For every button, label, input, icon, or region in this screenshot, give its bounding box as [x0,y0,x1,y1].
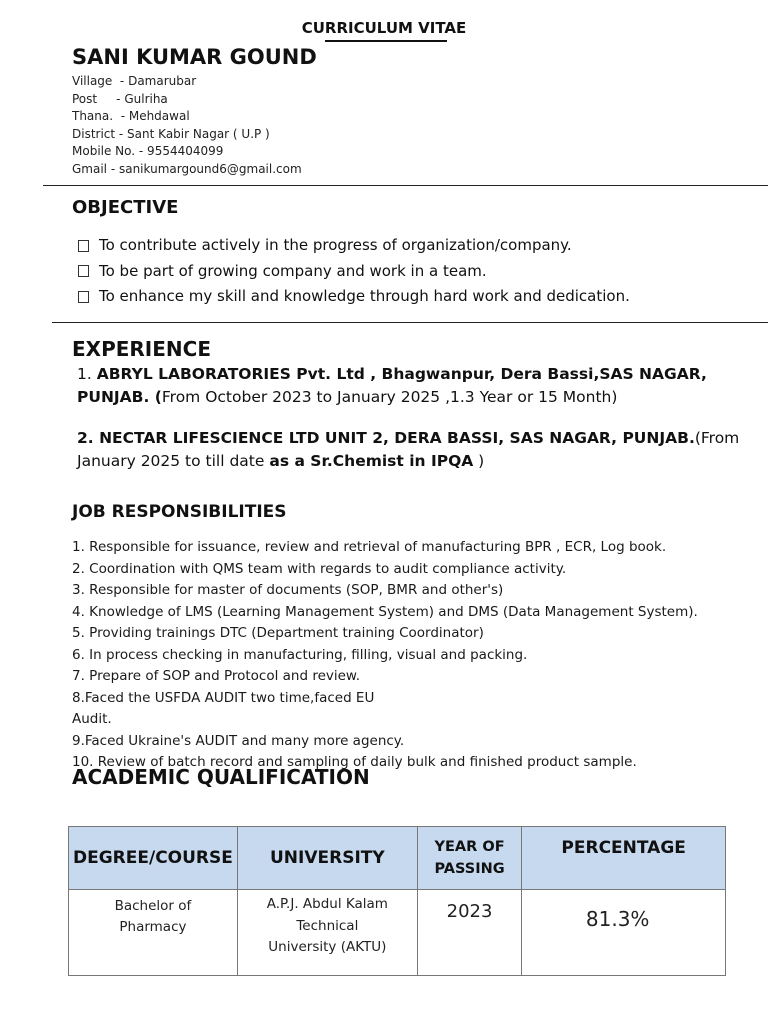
experience-2-role: as a Sr.Chemist in IPQA [269,452,474,470]
checkbox-bullet-icon [78,291,89,303]
responsibility-item: 7. Prepare of SOP and Protocol and review. [72,668,361,684]
experience-entry-2: 2. NECTAR LIFESCIENCE LTD UNIT 2, DERA BASSI, SAS NAGAR, PUNJAB.(From January 2025 to till date as a Sr.Chemist in IPQA ) [77,429,740,470]
academic-heading: ACADEMIC QUALIFICATION [72,765,370,789]
col-university: UNIVERSITY [237,827,417,890]
contact-mobile: Mobile No. - 9554404099 [72,144,224,158]
academic-table [68,826,726,976]
col-percentage: PERCENTAGE [522,827,726,890]
responsibility-item: 6. In process checking in manufacturing, filling, visual and packing. [72,646,528,663]
responsibility-item: 5. Providing trainings DTC (Department training Coordinator) [72,625,484,641]
divider-top [43,185,768,186]
experience-1-duration: From October 2023 to January 2025 ,1.3 Year or 15 Month) [161,388,618,406]
academic-table-header [69,827,726,890]
responsibilities-list [72,537,698,774]
title-underline [325,40,447,42]
contact-district: District - Sant Kabir Nagar ( U.P ) [72,126,270,141]
contact-details [72,73,302,178]
contact-post: Post - Gulriha [72,91,168,106]
responsibility-item: 2. Coordination with QMS team with regards to audit compliance activity. [72,560,567,577]
objective-list [78,233,630,310]
cell-year: 2023 [417,890,522,976]
table-row [69,890,726,976]
objective-heading: OBJECTIVE [72,197,179,218]
col-degree: DEGREE/COURSE [69,827,238,890]
experience-heading: EXPERIENCE [72,337,211,361]
objective-item: To be part of growing company and work in a team. [78,259,630,285]
responsibilities-heading: JOB RESPONSIBILITIES [72,502,287,522]
objective-item: To contribute actively in the progress of organization/company. [78,233,630,259]
cell-percentage: 81.3% [522,890,726,976]
contact-email: Gmail - sanikumargound6@gmail.com [72,161,302,176]
responsibility-item: 3. Responsible for master of documents (SOP, BMR and other's) [72,582,504,598]
responsibility-item: 9.Faced Ukraine's AUDIT and many more agency. [72,732,405,749]
contact-village: Village - Damarubar [72,74,197,88]
experience-1-company: ABRYL LABORATORIES Pvt. Ltd , Bhagwanpur, Dera Bassi,SAS NAGAR, [96,365,707,383]
checkbox-bullet-icon [78,240,89,252]
responsibility-item: 4. Knowledge of LMS (Learning Management System) and DMS (Data Management System). [72,603,698,620]
experience-entry-1: 1. ABRYL LABORATORIES Pvt. Ltd , Bhagwanpur, Dera Bassi,SAS NAGAR, PUNJAB. (From October 2023 to January 2025 ,1.3 Year or 15 Month) [77,365,707,406]
experience-2-company: 2. NECTAR LIFESCIENCE LTD UNIT 2, DERA BASSI, SAS NAGAR, PUNJAB. [77,429,695,447]
candidate-name: SANI KUMAR GOUND [72,45,317,69]
objective-item: To enhance my skill and knowledge through hard work and dedication. [78,284,630,310]
cell-degree: Bachelor of Pharmacy [69,890,238,976]
cell-university: A.P.J. Abdul Kalam Technical University (AKTU) [237,890,417,976]
contact-thana: Thana. - Mehdawal [72,109,190,123]
col-year: YEAR OF PASSING [417,827,522,890]
responsibility-item: 8.Faced the USFDA AUDIT two time,faced EU [72,689,375,706]
divider-middle [52,322,768,323]
responsibility-item: Audit. [72,711,112,727]
cv-title: CURRICULUM VITAE [301,19,467,37]
checkbox-bullet-icon [78,265,89,277]
responsibility-item: 1. Responsible for issuance, review and retrieval of manufacturing BPR , ECR, Log book. [72,539,667,555]
responsibility-item: 10. Review of batch record and sampling of daily bulk and finished product sample. [72,754,637,770]
